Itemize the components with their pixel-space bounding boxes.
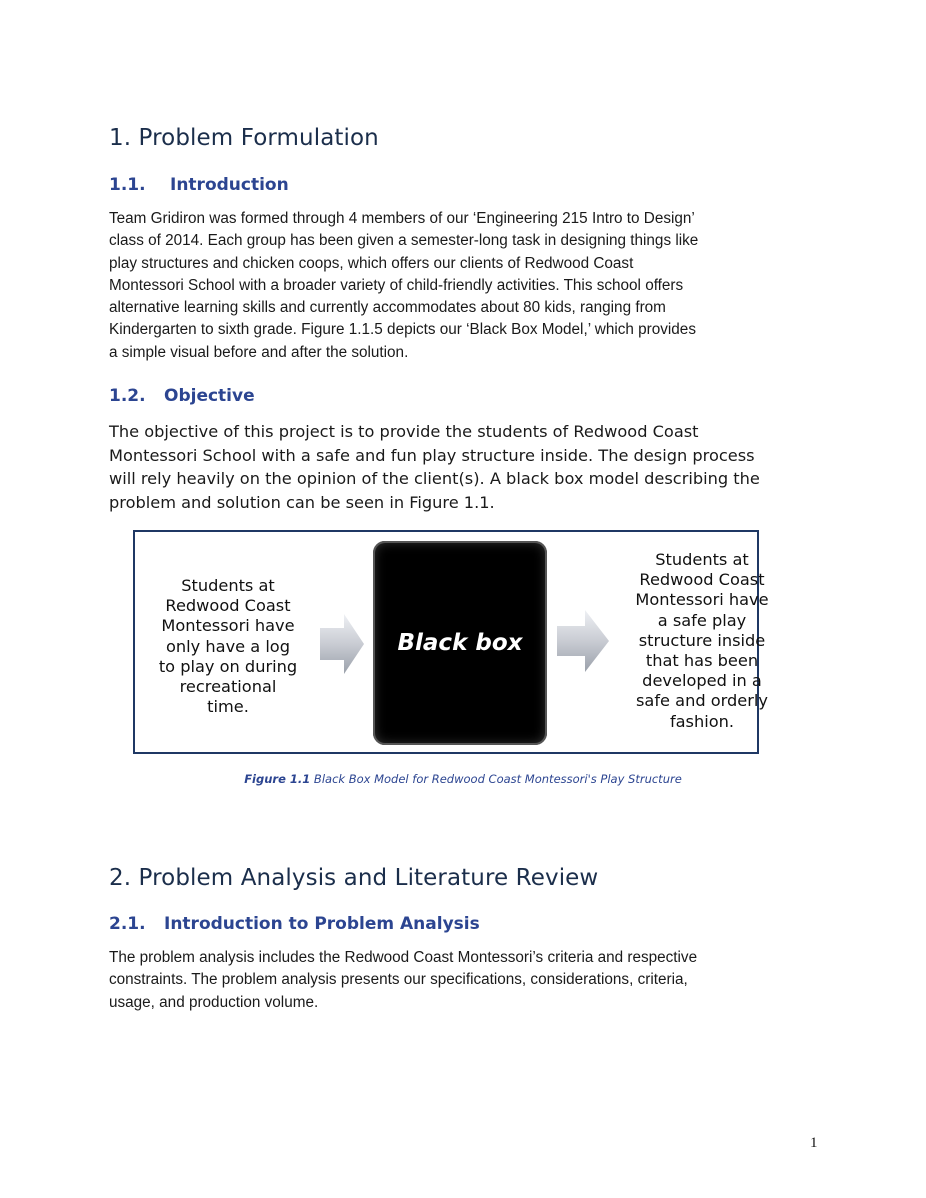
paragraph-line: a simple visual before and after the solution. <box>109 343 409 361</box>
figure-caption-label: Figure 1.1 <box>244 772 311 786</box>
paragraph-line: The problem analysis includes the Redwood Coast Montessori’s criteria and respective <box>109 949 698 966</box>
input-line: Redwood Coast <box>165 596 291 616</box>
input-line: recreational <box>179 677 277 697</box>
section-1-2-heading <box>109 386 255 406</box>
black-box-label: Black box <box>397 630 523 656</box>
paragraph-line: play structures and chicken coops, which offers our clients of Redwood Coast <box>109 254 634 272</box>
section-1-1-heading <box>109 175 289 195</box>
section-1-heading: 1. Problem Formulation <box>109 125 379 151</box>
paragraph-line: The objective of this project is to provide the students of Redwood Coast <box>109 422 699 441</box>
objective-paragraph <box>109 420 819 514</box>
paragraph-line: alternative learning skills and currently accommodates about 80 kids, ranging from <box>109 299 666 317</box>
section-number: 1.1. <box>109 175 146 195</box>
section-number: 1.2. <box>109 386 146 406</box>
output-line: Montessori have <box>635 590 769 610</box>
right-arrow-icon <box>318 612 366 676</box>
section-title: Introduction to Problem Analysis <box>164 914 480 934</box>
section-title: Introduction <box>170 175 289 195</box>
section-2-heading: 2. Problem Analysis and Literature Review <box>109 865 599 891</box>
output-line: fashion. <box>669 711 735 731</box>
paragraph-line: class of 2014. Each group has been given a semester-long task in designing things like <box>109 232 699 250</box>
output-line: safe and orderly <box>636 691 768 711</box>
figure-caption-text: Black Box Model for Redwood Coast Montessori's Play Structure <box>310 772 682 786</box>
section-number: 2.1. <box>109 914 146 934</box>
paragraph-line: Kindergarten to sixth grade. Figure 1.1.5 depicts our ‘Black Box Model,’ which provides <box>109 321 696 339</box>
right-arrow-icon <box>555 608 611 674</box>
paragraph-line: usage, and production volume. <box>109 993 319 1011</box>
input-line: Montessori have <box>161 616 295 636</box>
output-line: Redwood Coast <box>639 570 765 590</box>
figure-input-text <box>147 576 309 717</box>
paragraph-line: will rely heavily on the opinion of the client(s). A black box model describing the <box>109 469 760 488</box>
input-line: time. <box>207 697 249 717</box>
output-line: a safe play <box>657 610 747 630</box>
figure-caption <box>0 772 926 786</box>
page-number: 1 <box>810 1135 818 1151</box>
black-box-shape <box>373 541 547 745</box>
paragraph-line: Montessori School with a broader variety of child-friendly activities. This school offers <box>109 276 684 294</box>
output-line: Students at <box>655 550 749 569</box>
paragraph-line: Montessori School with a safe and fun play structure inside. The design process <box>109 445 755 465</box>
output-line: that has been <box>645 651 759 671</box>
input-line: to play on during <box>158 656 298 676</box>
paragraph-line: constraints. The problem analysis presents our specifications, considerations, criteria, <box>109 971 688 989</box>
paragraph-line: Team Gridiron was formed through 4 members of our ‘Engineering 215 Intro to Design’ <box>109 210 695 227</box>
input-line: Students at <box>181 576 275 595</box>
input-line: only have a log <box>166 636 290 656</box>
introduction-paragraph <box>109 208 819 364</box>
output-line: structure inside <box>638 630 766 650</box>
section-title: Objective <box>164 386 255 406</box>
problem-analysis-paragraph <box>109 947 819 1014</box>
figure-output-text <box>618 550 786 732</box>
output-line: developed in a <box>642 671 762 691</box>
paragraph-line: problem and solution can be seen in Figure 1.1. <box>109 492 495 512</box>
section-2-1-heading <box>109 914 480 934</box>
